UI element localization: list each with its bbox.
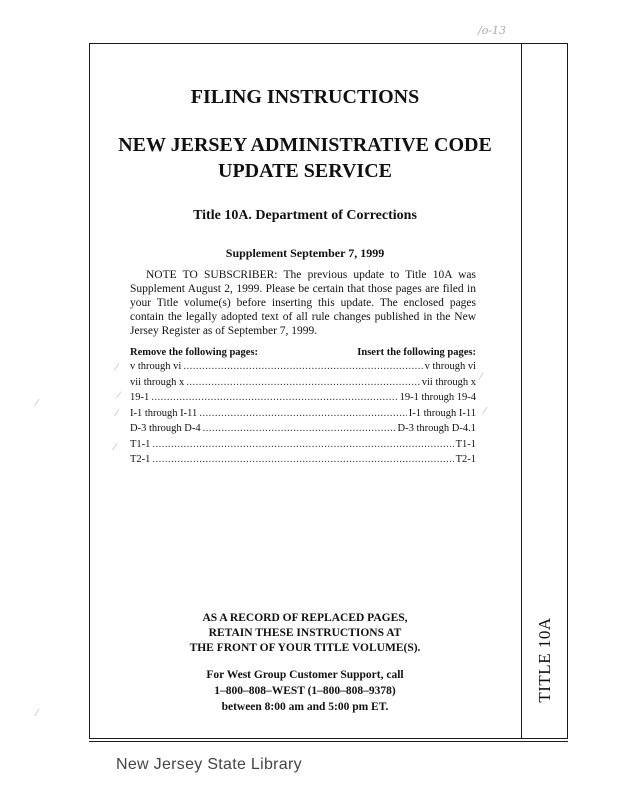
insert-pages: D-3 through D-4.1: [397, 423, 476, 434]
remove-pages: T1-1: [130, 438, 151, 450]
margin-mark-icon: ⁄: [36, 398, 38, 409]
insert-pages: v through vi: [424, 361, 476, 372]
library-stamp: New Jersey State Library: [116, 756, 302, 773]
record-line: AS A RECORD OF REPLACED PAGES,: [202, 612, 408, 624]
dot-leader: [151, 392, 397, 403]
margin-mark-icon: ⁄: [36, 708, 38, 719]
support-phone: 1–800–808–WEST (1–800–808–9378): [214, 685, 396, 697]
code-heading-line-1: NEW JERSEY ADMINISTRATIVE CODE: [118, 134, 492, 156]
table-row: [130, 377, 476, 393]
code-heading-line-2: UPDATE SERVICE: [218, 160, 392, 182]
remove-pages: 19-1: [130, 392, 150, 403]
table-row: [130, 439, 476, 455]
frame-bottom-rule: [89, 741, 568, 742]
dot-leader: [152, 439, 453, 450]
remove-column-header: Remove the following pages:: [130, 347, 259, 358]
check-mark-icon: ⁄: [116, 362, 118, 373]
dot-leader: [183, 361, 422, 372]
pages-table: [130, 361, 476, 470]
code-heading: [89, 132, 521, 184]
remove-pages: D-3 through D-4: [130, 423, 201, 434]
pages-table-header: [130, 347, 476, 358]
remove-pages: v through vi: [130, 361, 182, 372]
check-mark-icon: ⁄: [480, 372, 482, 383]
record-instructions: [89, 611, 521, 656]
table-row: [130, 408, 476, 424]
dot-leader: [152, 454, 453, 465]
check-mark-icon: ⁄: [114, 442, 116, 453]
insert-pages: 19-1 through 19-4: [399, 392, 476, 403]
dot-leader: [186, 377, 420, 388]
insert-pages: T1-1: [455, 438, 476, 450]
subscriber-note: NOTE TO SUBSCRIBER: The previous update to Title 10A was Supplement August 2, 1999. Please be certain that those pages are filed in your Title volume(s) before inserting this update. The enclosed pages contain the legally adopted text of all rule changes published in the New Jersey Register as of September 7, 1999.: [130, 269, 476, 337]
insert-column-header: Insert the following pages:: [357, 347, 476, 358]
support-line: For West Group Customer Support, call: [206, 669, 404, 681]
remove-pages: I-1 through I-11: [130, 407, 198, 419]
support-hours: between 8:00 am and 5:00 pm ET.: [221, 701, 389, 713]
title-tab-label: TITLE 10A: [535, 617, 554, 703]
remove-pages: T2-1: [130, 454, 151, 465]
check-mark-icon: ∕: [118, 390, 120, 401]
table-row: [130, 392, 476, 408]
page-title: FILING INSTRUCTIONS: [190, 86, 420, 108]
table-row: [130, 454, 476, 470]
table-row: [130, 423, 476, 439]
supplement-date: Supplement September 7, 1999: [225, 246, 385, 260]
dot-leader: [199, 408, 406, 419]
dot-leader: [203, 423, 396, 434]
remove-pages: vii through x: [130, 376, 185, 388]
record-line: RETAIN THESE INSTRUCTIONS AT: [208, 627, 402, 639]
check-mark-icon: ⁄: [484, 406, 486, 417]
insert-pages: I-1 through I-11: [408, 407, 476, 419]
handwritten-note: /o-13: [478, 24, 507, 37]
tab-divider: [521, 43, 522, 739]
customer-support: [89, 667, 521, 715]
check-mark-icon: ⁄: [116, 408, 118, 419]
insert-pages: T2-1: [455, 454, 476, 465]
record-line: THE FRONT OF YOUR TITLE VOLUME(S).: [189, 642, 421, 654]
insert-pages: vii through x: [421, 376, 476, 388]
title-subtitle: Title 10A. Department of Corrections: [193, 208, 417, 223]
table-row: [130, 361, 476, 377]
